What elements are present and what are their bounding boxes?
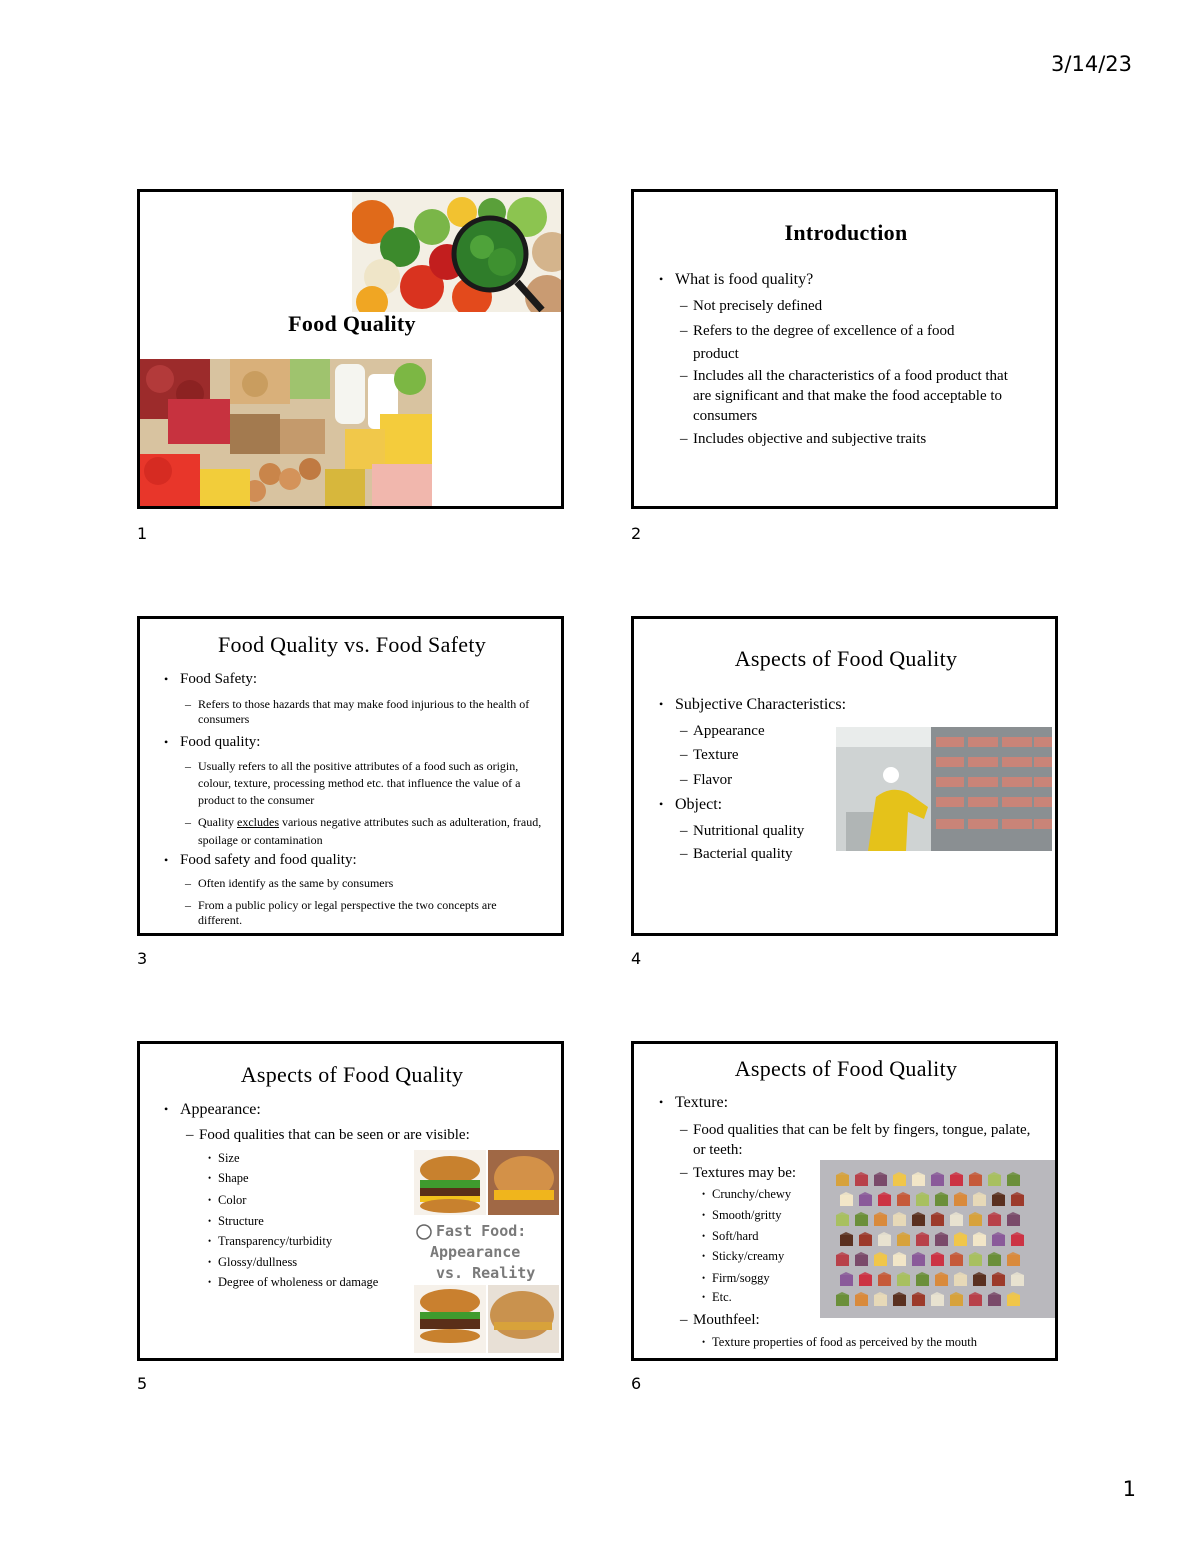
bullet: • Texture: [675, 1094, 728, 1112]
sub-bullet: – Includes all the characteristics of a food product that are significant and that make the food acceptable to consumers [693, 366, 1023, 426]
bullet: • Food Safety: [180, 671, 257, 688]
slide-3[interactable] [137, 616, 564, 936]
sub-bullet: – Flavor [693, 772, 732, 789]
sub-bullet: – Food qualities that can be felt by fingers, tongue, palate, or teeth: [693, 1120, 1038, 1160]
excludes-underlined: excludes [237, 815, 279, 829]
bullet: • Food quality: [180, 734, 260, 751]
print-date: 3/14/23 [1051, 52, 1132, 76]
list-item: • Texture properties of food as perceived by the mouth [712, 1336, 977, 1350]
slide-title: Aspects of Food Quality [240, 1062, 464, 1087]
slide-5[interactable] [137, 1041, 564, 1361]
slide-6[interactable] [631, 1041, 1058, 1361]
quality-prefix: Quality [198, 815, 237, 829]
slide-1[interactable] [137, 189, 564, 509]
slide-number-6: 6 [631, 1374, 642, 1393]
slide-title: Aspects of Food Quality [734, 646, 958, 671]
slide-number-5: 5 [137, 1374, 148, 1393]
sub-bullet: – From a public policy or legal perspective the two concepts are different. [198, 898, 543, 928]
sub-bullet: – Usually refers to all the positive attributes of a food such as origin, colour, texture, processing method etc. that influence the value of a product to the consumer [198, 758, 543, 809]
sub-bullet: – Bacterial quality [693, 846, 793, 863]
sub-bullet: – Textures may be: [693, 1165, 796, 1182]
sub-bullet: – Often identify as the same by consumers [198, 876, 543, 892]
vegetables-magnifier-image [352, 192, 564, 312]
list-item: • Size [218, 1152, 240, 1166]
list-item: • Transparency/turbidity [218, 1235, 332, 1249]
list-item: • Etc. [712, 1291, 732, 1305]
image-caption-line1: Fast Food: [436, 1222, 527, 1240]
list-item: • Color [218, 1194, 246, 1208]
list-item: • Sticky/creamy [712, 1250, 784, 1264]
sub-bullet: – Not precisely defined [693, 298, 1023, 315]
slide-title: Food Quality vs. Food Safety [217, 632, 487, 657]
list-item: • Shape [218, 1172, 249, 1186]
sub-bullet: – Refers to those hazards that may make food injurious to the health of consumers [198, 697, 543, 727]
list-item: • Firm/soggy [712, 1272, 770, 1286]
list-item: • Structure [218, 1215, 264, 1229]
slide-title: Food Quality [288, 311, 416, 336]
slide-number-2: 2 [631, 524, 642, 543]
sub-bullet: – Nutritional quality [693, 823, 804, 840]
list-item: • Smooth/gritty [712, 1209, 781, 1223]
slide-4[interactable] [631, 616, 1058, 936]
assorted-foods-image [140, 359, 432, 509]
bullet: • What is food quality? [675, 271, 813, 289]
sub-bullet: – Texture [693, 747, 739, 764]
meat-processing-worker-image [836, 727, 1052, 851]
bullet: • Food safety and food quality: [180, 852, 357, 869]
list-item: • Crunchy/chewy [712, 1188, 791, 1202]
image-caption-line3: vs. Reality [436, 1264, 536, 1282]
bullet: • Subjective Characteristics: [675, 696, 846, 714]
slide-number-3: 3 [137, 949, 148, 968]
quality-rest: various negative attributes such as adulteration, fraud, spoilage or contamination [198, 815, 542, 847]
sub-bullet: – Mouthfeel: [693, 1312, 760, 1329]
sub-bullet [198, 813, 543, 849]
sub-bullet: – Refers to the degree of excellence of a food product [693, 320, 993, 366]
list-item: • Glossy/dullness [218, 1256, 297, 1270]
bullet: • Appearance: [180, 1101, 261, 1119]
food-cubes-image [820, 1160, 1058, 1318]
slide-number-4: 4 [631, 949, 642, 968]
fast-food-appearance-image [414, 1150, 559, 1353]
list-item: • Degree of wholeness or damage [218, 1276, 378, 1290]
slide-title: Aspects of Food Quality [734, 1056, 958, 1081]
image-caption-line2: Appearance [430, 1243, 521, 1261]
sub-bullet: – Food qualities that can be seen or are visible: [199, 1127, 470, 1144]
slide-number-1: 1 [137, 524, 148, 543]
page-number: 1 [1122, 1477, 1136, 1501]
slide-title: Introduction [784, 220, 908, 245]
food-cubes-grid [820, 1160, 1058, 1318]
bullet: • Object: [675, 796, 722, 814]
sub-bullet: – Includes objective and subjective traits [693, 431, 1023, 448]
sub-bullet: – Appearance [693, 723, 765, 740]
list-item: • Soft/hard [712, 1230, 759, 1244]
slide-2[interactable] [631, 189, 1058, 509]
